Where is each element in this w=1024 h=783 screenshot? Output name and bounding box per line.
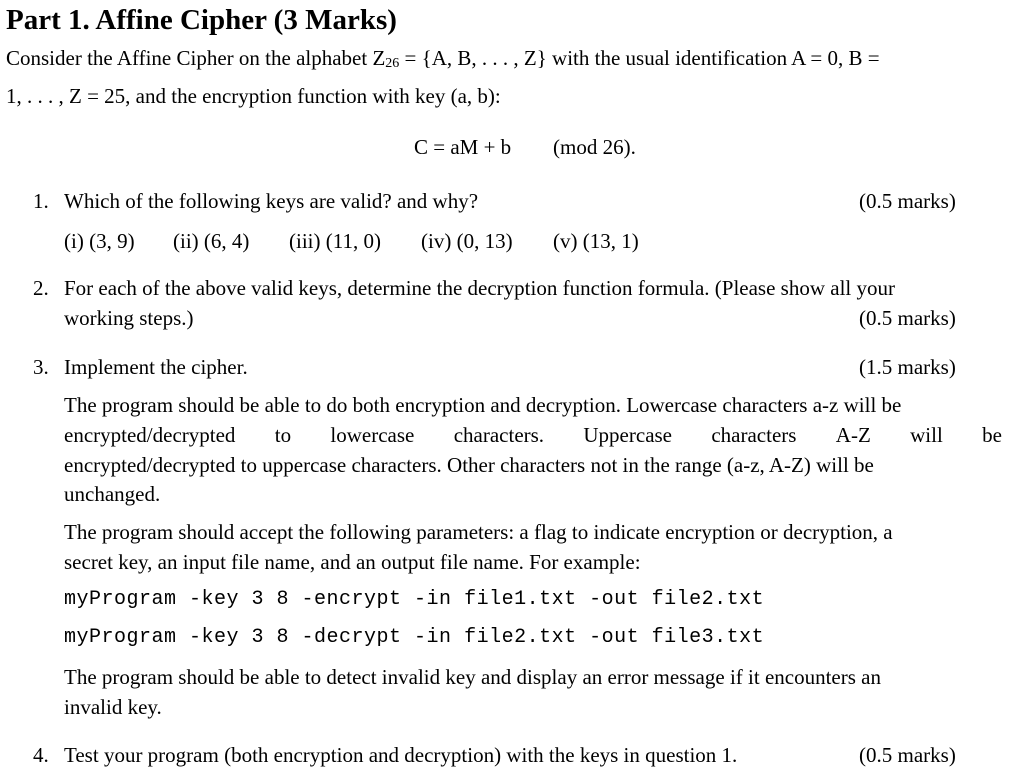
q3-para1-word: A-Z [835, 423, 871, 447]
q1-key-3: (iii) (11, 0) [289, 229, 381, 253]
q4-number: 4. [33, 743, 49, 767]
q3-number: 3. [33, 355, 49, 379]
q2-marks: (0.5 marks) [859, 306, 956, 330]
q4-text: Test your program (both encryption and decryption) with the keys in question 1. [64, 743, 738, 767]
q1-key-5: (v) (13, 1) [553, 229, 639, 253]
q3-para1-line-3: encrypted/decrypted to uppercase characters. Other characters not in the range (a-z, A-Z) will be [64, 453, 874, 477]
q2-number: 2. [33, 276, 49, 300]
q3-para1-word: characters [711, 423, 797, 447]
q3-para1-word: characters. [453, 423, 545, 447]
formula-right: (mod 26). [553, 135, 636, 159]
q1-key-1: (i) (3, 9) [64, 229, 135, 253]
q3-code-example-2: myProgram -key 3 8 -decrypt -in file2.txt -out file3.txt [64, 626, 765, 649]
q3-para1-word: will [910, 423, 943, 447]
q3-para2-line-2: secret key, an input file name, and an output file name. For example: [64, 550, 641, 574]
q3-para1-line-1: The program should be able to do both encryption and decryption. Lowercase characters a-z will be [64, 393, 902, 417]
q1-marks: (0.5 marks) [859, 189, 956, 213]
q3-para1-word: lowercase [330, 423, 415, 447]
intro-subscript: 26 [385, 56, 400, 71]
q3-para2-line-1: The program should accept the following parameters: a flag to indicate encryption or decryption, a [64, 520, 893, 544]
q3-text: Implement the cipher. [64, 355, 248, 379]
q2-line-2: working steps.) [64, 306, 194, 330]
q2-line-1: For each of the above valid keys, determine the decryption function formula. (Please show all your [64, 276, 895, 300]
q3-para3-line-2: invalid key. [64, 695, 162, 719]
q1-text: Which of the following keys are valid? and why? [64, 189, 479, 213]
q3-para1-word: be [982, 423, 1002, 447]
q1-key-2: (ii) (6, 4) [173, 229, 250, 253]
intro-line-1-text-b: = {A, B, . . . , Z} with the usual identification A = 0, B = [399, 46, 880, 70]
intro-line-2: 1, . . . , Z = 25, and the encryption function with key (a, b): [6, 84, 501, 108]
q3-marks: (1.5 marks) [859, 355, 956, 379]
page-title: Part 1. Affine Cipher (3 Marks) [6, 4, 397, 36]
q4-marks: (0.5 marks) [859, 743, 956, 767]
formula-left: C = aM + b [414, 135, 512, 159]
q3-para1-line-4: unchanged. [64, 482, 161, 506]
q1-number: 1. [33, 189, 49, 213]
q3-para1-word: encrypted/decrypted [64, 423, 236, 447]
intro-line-1-text-a: Consider the Affine Cipher on the alphabet Z [6, 46, 386, 70]
q3-para1-word: Uppercase [583, 423, 673, 447]
intro-line-1 [6, 45, 880, 71]
q3-para1-word: to [274, 423, 292, 447]
q3-para1-line-2 [64, 422, 1002, 448]
q3-para3-line-1: The program should be able to detect invalid key and display an error message if it encounters an [64, 665, 881, 689]
q1-key-4: (iv) (0, 13) [421, 229, 513, 253]
q3-code-example-1: myProgram -key 3 8 -encrypt -in file1.txt -out file2.txt [64, 588, 765, 611]
